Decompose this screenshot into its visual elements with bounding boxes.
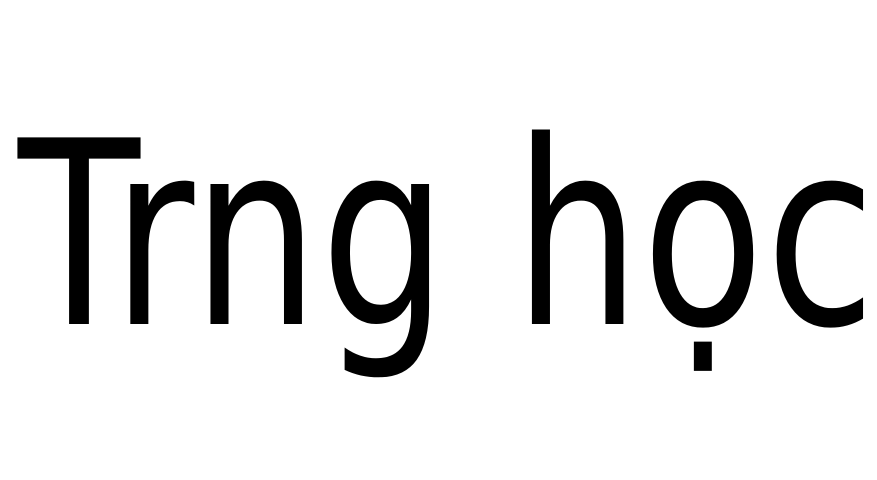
headline-text: Trng học [18, 87, 877, 385]
